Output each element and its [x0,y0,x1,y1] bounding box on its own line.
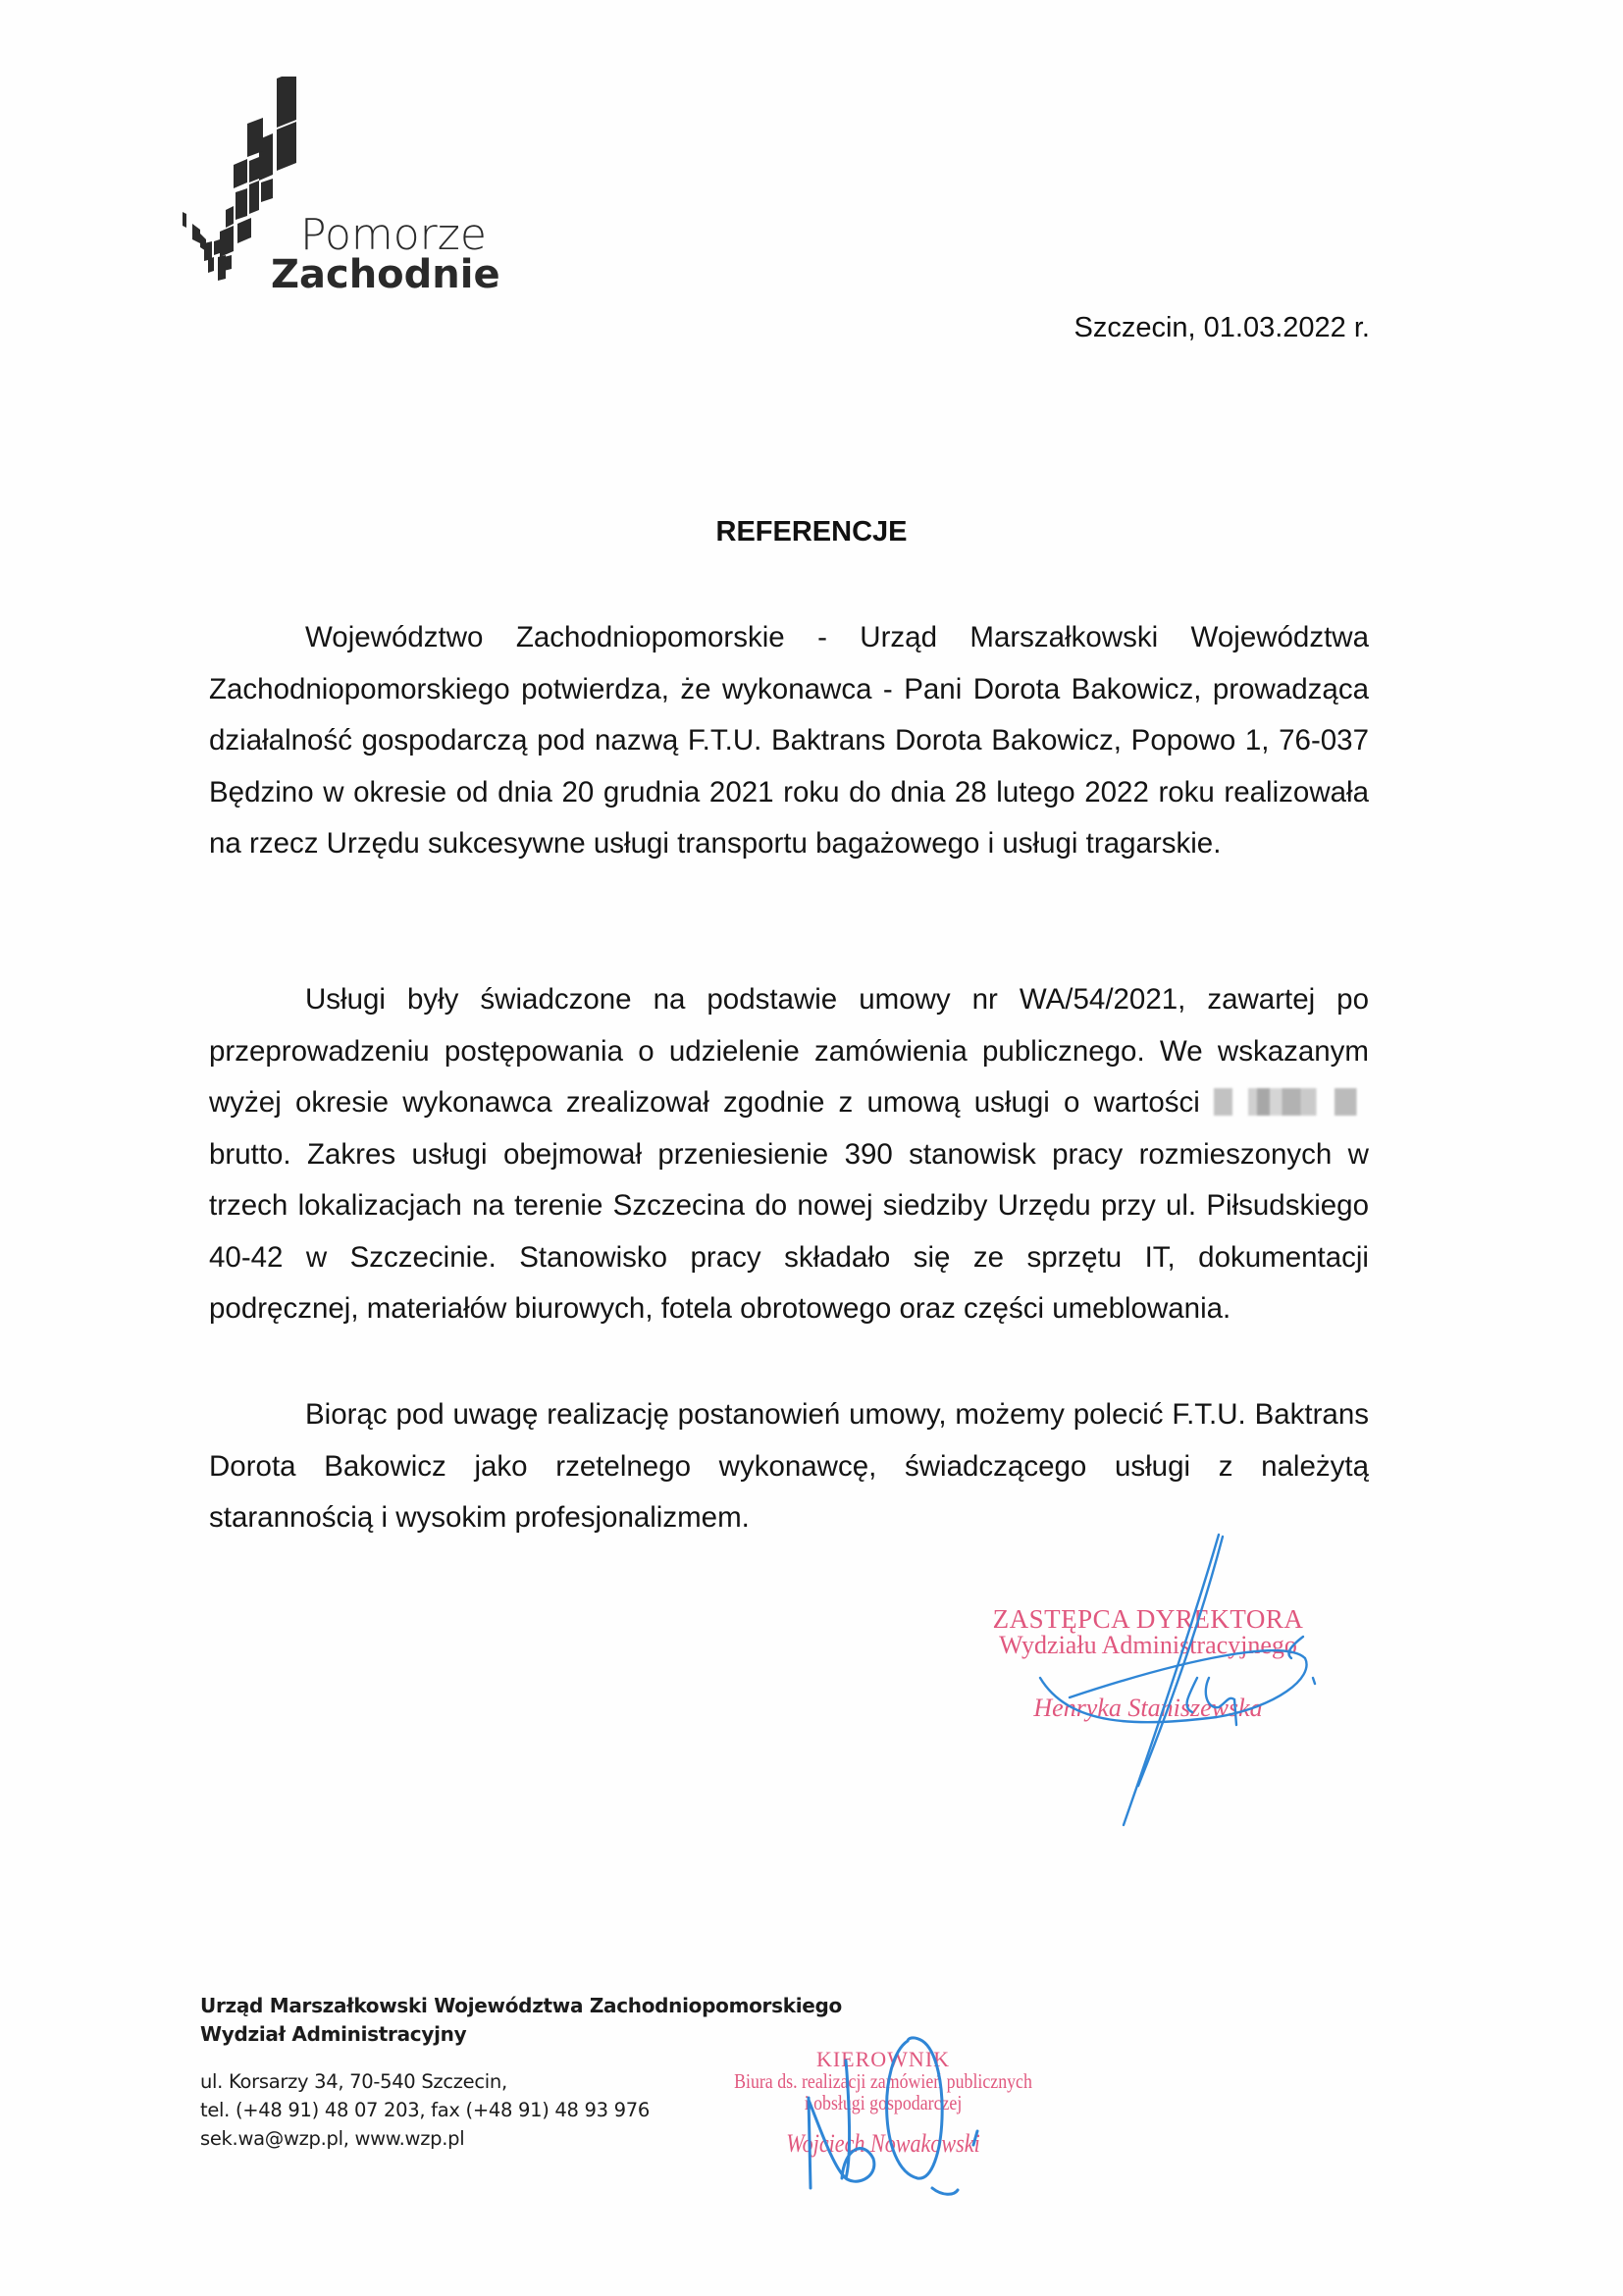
paragraph-2-after: brutto. Zakres usługi obejmował przeniesienie 390 stanowisk pracy rozmieszonych w trzech lokalizacjach na terenie Szczecina do nowej siedziby Urzędu przy ul. Piłsudskiego 40-42 w Szczecinie. Stanowisko pracy składało się ze sprzętu IT, dokumentacji podręcznej, materiałów biurowych, fotela obrotowego oraz części umeblowania. [209,1137,1369,1325]
place-and-date: Szczecin, 01.03.2022 r. [1073,312,1370,343]
footer-email-web: sek.wa@wzp.pl, www.wzp.pl [200,2127,465,2150]
document-title: REFERENCJE [715,516,908,548]
footer-department: Wydział Administracyjny [200,2022,467,2046]
stamp-name: Henryka Staniszewska [1033,1694,1263,1722]
stamp-department-line1: Biura ds. realizacji zamówień publicznych [734,2069,1032,2093]
stamp-department: Wydziału Administracyjnego [999,1631,1297,1659]
stamp-title: KIEROWNIK [815,2047,951,2071]
paragraph-3-text: Biorąc pod uwagę realizację postanowień umowy, możemy polecić F.T.U. Baktrans Dorota Bakowicz jako rzetelnego wykonawcę, świadczącego usługi z należytą starannością i wysokim profesjonalizmem. [209,1398,1369,1534]
paragraph-3 [209,1389,1369,1544]
redacted-contract-value [1214,1088,1369,1116]
logo-text-zachodnie: Zachodnie [271,252,500,297]
footer-phone-fax: tel. (+48 91) 48 07 203, fax (+48 91) 48 93 976 [200,2099,650,2121]
stamp-title: ZASTĘPCA DYREKTORA [992,1604,1304,1634]
paragraph-1-text: Województwo Zachodniopomorskie - Urząd Marszałkowski Województwa Zachodniopomorskiego potwierdza, że wykonawca - Pani Dorota Bakowicz, prowadząca działalność gospodarczą pod nazwą F.T.U. Baktrans Dorota Bakowicz, Popowo 1, 76-037 Będzino w okresie od dnia 20 grudnia 2021 roku do dnia 28 lutego 2022 roku realizowała na rzecz Urzędu sukcesywne usługi transportu bagażowego i usługi tragarskie. [209,621,1369,860]
paragraph-2 [209,974,1369,1335]
deputy-director-stamp [962,1605,1335,1723]
paragraph-2-text [209,974,1369,1335]
manager-stamp [687,2049,1079,2159]
paragraph-2-before: Usługi były świadczone na podstawie umowy nr WA/54/2021, zawartej po przeprowadzeniu postępowania o udzielenie zamówienia publicznego. We wskazanym wyżej okresie wykonawca zrealizował zgodnie z umową usługi o wartości [209,983,1369,1119]
logo-text-pomorze: Pomorze [300,210,487,260]
pomorze-zachodnie-logo [175,77,500,302]
stamp-department-line2: i obsługi gospodarczej [804,2091,963,2114]
footer-org-name: Urząd Marszałkowski Województwa Zachodniopomorskiego [200,1994,842,2017]
footer-address: ul. Korsarzy 34, 70-540 Szczecin, [200,2070,507,2093]
paragraph-1 [209,612,1369,870]
stamp-name: Wojciech Nowakowski [786,2129,980,2158]
